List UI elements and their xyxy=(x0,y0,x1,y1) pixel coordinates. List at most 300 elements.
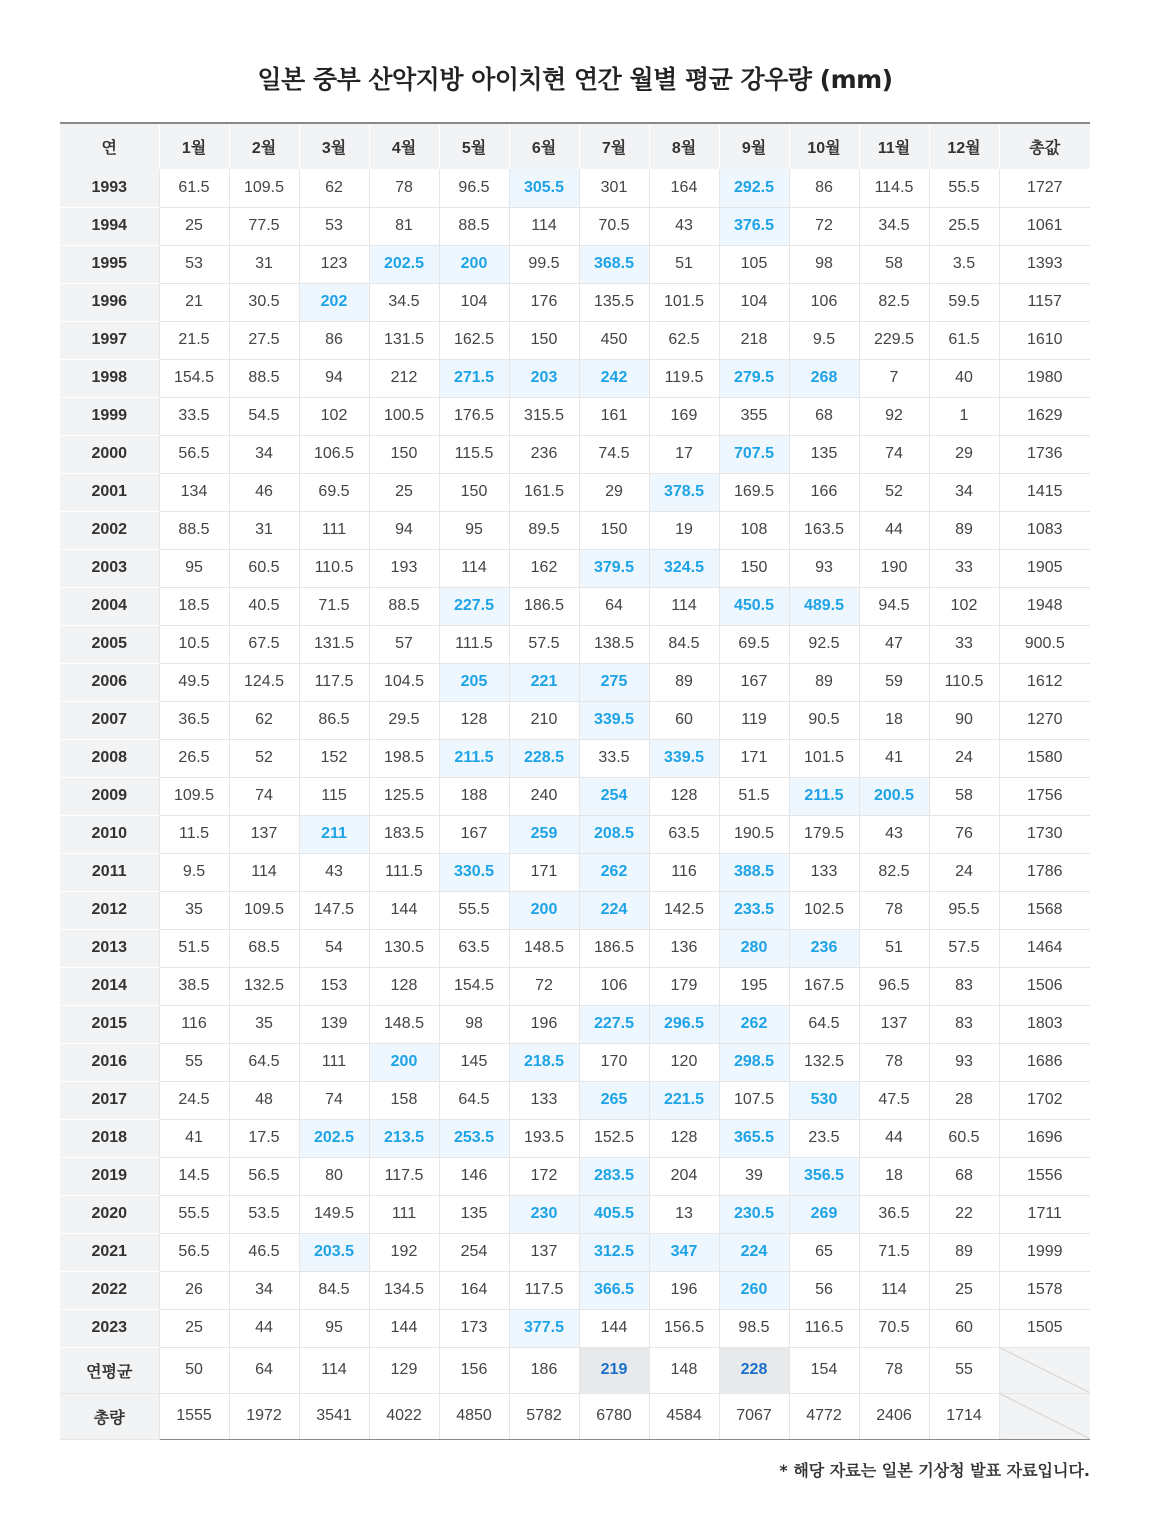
total-cell: 1270 xyxy=(999,701,1090,739)
year-cell: 1994 xyxy=(60,207,159,245)
rainfall-cell: 93 xyxy=(929,1043,999,1081)
rainfall-cell: 77.5 xyxy=(229,207,299,245)
rainfall-cell: 56.5 xyxy=(229,1157,299,1195)
rainfall-cell: 167.5 xyxy=(789,967,859,1005)
rainfall-cell: 132.5 xyxy=(229,967,299,1005)
total-row-value: 4584 xyxy=(649,1393,719,1439)
rainfall-cell: 34.5 xyxy=(859,207,929,245)
highlighted-rainfall-cell: 279.5 xyxy=(719,359,789,397)
rainfall-cell: 166 xyxy=(789,473,859,511)
highlighted-rainfall-cell: 530 xyxy=(789,1081,859,1119)
rainfall-cell: 109.5 xyxy=(159,777,229,815)
header-month: 2월 xyxy=(229,123,299,169)
average-row-value: 114 xyxy=(299,1347,369,1393)
highlighted-rainfall-cell: 339.5 xyxy=(579,701,649,739)
rainfall-cell: 355 xyxy=(719,397,789,435)
table-row xyxy=(60,1195,1090,1233)
rainfall-cell: 31 xyxy=(229,511,299,549)
rainfall-cell: 40 xyxy=(929,359,999,397)
rainfall-cell: 86.5 xyxy=(299,701,369,739)
rainfall-cell: 25.5 xyxy=(929,207,999,245)
rainfall-cell: 186.5 xyxy=(579,929,649,967)
rainfall-cell: 29 xyxy=(579,473,649,511)
rainfall-cell: 68 xyxy=(789,397,859,435)
rainfall-cell: 64.5 xyxy=(439,1081,509,1119)
rainfall-cell: 108 xyxy=(719,511,789,549)
total-row-value: 4022 xyxy=(369,1393,439,1439)
average-row-value: 156 xyxy=(439,1347,509,1393)
total-cell: 1702 xyxy=(999,1081,1090,1119)
average-row-value: 154 xyxy=(789,1347,859,1393)
total-cell: 1948 xyxy=(999,587,1090,625)
rainfall-cell: 150 xyxy=(719,549,789,587)
rainfall-cell: 60 xyxy=(929,1309,999,1347)
rainfall-cell: 51 xyxy=(859,929,929,967)
rainfall-cell: 131.5 xyxy=(369,321,439,359)
rainfall-cell: 167 xyxy=(439,815,509,853)
rainfall-cell: 301 xyxy=(579,169,649,207)
table-row xyxy=(60,625,1090,663)
rainfall-cell: 55 xyxy=(159,1043,229,1081)
rainfall-cell: 33 xyxy=(929,625,999,663)
rainfall-cell: 96.5 xyxy=(439,169,509,207)
highlighted-rainfall-cell: 200 xyxy=(509,891,579,929)
rainfall-cell: 240 xyxy=(509,777,579,815)
total-cell: 1727 xyxy=(999,169,1090,207)
total-cell: 1556 xyxy=(999,1157,1090,1195)
rainfall-cell: 90.5 xyxy=(789,701,859,739)
year-cell: 2019 xyxy=(60,1157,159,1195)
table-row xyxy=(60,891,1090,929)
total-cell: 1610 xyxy=(999,321,1090,359)
highlighted-rainfall-cell: 211.5 xyxy=(439,739,509,777)
rainfall-cell: 114 xyxy=(649,587,719,625)
rainfall-cell: 48 xyxy=(229,1081,299,1119)
highlighted-rainfall-cell: 365.5 xyxy=(719,1119,789,1157)
table-row xyxy=(60,1081,1090,1119)
rainfall-cell: 24.5 xyxy=(159,1081,229,1119)
highlighted-rainfall-cell: 224 xyxy=(579,891,649,929)
rainfall-cell: 161.5 xyxy=(509,473,579,511)
rainfall-cell: 60 xyxy=(649,701,719,739)
highlighted-rainfall-cell: 260 xyxy=(719,1271,789,1309)
table-row xyxy=(60,283,1090,321)
highlighted-rainfall-cell: 227.5 xyxy=(439,587,509,625)
highlighted-rainfall-cell: 259 xyxy=(509,815,579,853)
highlighted-rainfall-cell: 339.5 xyxy=(649,739,719,777)
year-cell: 2000 xyxy=(60,435,159,473)
rainfall-cell: 64 xyxy=(579,587,649,625)
rainfall-cell: 35 xyxy=(229,1005,299,1043)
total-cell: 1711 xyxy=(999,1195,1090,1233)
highlighted-rainfall-cell: 230.5 xyxy=(719,1195,789,1233)
rainfall-cell: 95 xyxy=(439,511,509,549)
rainfall-cell: 62.5 xyxy=(649,321,719,359)
highlighted-rainfall-cell: 205 xyxy=(439,663,509,701)
rainfall-cell: 154.5 xyxy=(159,359,229,397)
rainfall-cell: 109.5 xyxy=(229,169,299,207)
rainfall-cell: 25 xyxy=(159,1309,229,1347)
rainfall-cell: 61.5 xyxy=(929,321,999,359)
year-cell: 2012 xyxy=(60,891,159,929)
total-row-value: 2406 xyxy=(859,1393,929,1439)
rainfall-cell: 110.5 xyxy=(929,663,999,701)
rainfall-cell: 162 xyxy=(509,549,579,587)
rainfall-cell: 173 xyxy=(439,1309,509,1347)
rainfall-cell: 139 xyxy=(299,1005,369,1043)
rainfall-cell: 135 xyxy=(439,1195,509,1233)
rainfall-cell: 29 xyxy=(929,435,999,473)
rainfall-cell: 179 xyxy=(649,967,719,1005)
rainfall-cell: 128 xyxy=(369,967,439,1005)
rainfall-cell: 171 xyxy=(719,739,789,777)
rainfall-cell: 33 xyxy=(929,549,999,587)
rainfall-cell: 25 xyxy=(159,207,229,245)
rainfall-cell: 84.5 xyxy=(299,1271,369,1309)
rainfall-cell: 70.5 xyxy=(579,207,649,245)
highlighted-rainfall-cell: 366.5 xyxy=(579,1271,649,1309)
rainfall-cell: 98.5 xyxy=(719,1309,789,1347)
year-cell: 2009 xyxy=(60,777,159,815)
rainfall-cell: 144 xyxy=(369,1309,439,1347)
rainfall-cell: 150 xyxy=(509,321,579,359)
rainfall-cell: 46.5 xyxy=(229,1233,299,1271)
rainfall-cell: 78 xyxy=(859,891,929,929)
rainfall-cell: 31 xyxy=(229,245,299,283)
rainfall-cell: 229.5 xyxy=(859,321,929,359)
rainfall-cell: 152 xyxy=(299,739,369,777)
rainfall-cell: 92 xyxy=(859,397,929,435)
rainfall-cell: 83 xyxy=(929,1005,999,1043)
total-cell: 1629 xyxy=(999,397,1090,435)
rainfall-cell: 136 xyxy=(649,929,719,967)
rainfall-cell: 43 xyxy=(649,207,719,245)
highlighted-rainfall-cell: 283.5 xyxy=(579,1157,649,1195)
rainfall-cell: 70.5 xyxy=(859,1309,929,1347)
rainfall-cell: 183.5 xyxy=(369,815,439,853)
rainfall-cell: 110.5 xyxy=(299,549,369,587)
rainfall-cell: 51 xyxy=(649,245,719,283)
rainfall-cell: 147.5 xyxy=(299,891,369,929)
empty-diagonal-cell xyxy=(999,1393,1090,1439)
rainfall-cell: 3.5 xyxy=(929,245,999,283)
rainfall-cell: 46 xyxy=(229,473,299,511)
rainfall-cell: 106 xyxy=(579,967,649,1005)
average-row-label: 연평균 xyxy=(60,1347,159,1393)
highlighted-rainfall-cell: 379.5 xyxy=(579,549,649,587)
rainfall-cell: 40.5 xyxy=(229,587,299,625)
total-cell: 1756 xyxy=(999,777,1090,815)
rainfall-cell: 162.5 xyxy=(439,321,509,359)
rainfall-cell: 170 xyxy=(579,1043,649,1081)
table-row xyxy=(60,1271,1090,1309)
rainfall-cell: 74 xyxy=(229,777,299,815)
rainfall-cell: 34.5 xyxy=(369,283,439,321)
rainfall-cell: 125.5 xyxy=(369,777,439,815)
empty-diagonal-cell xyxy=(999,1347,1090,1393)
year-cell: 2021 xyxy=(60,1233,159,1271)
rainfall-table xyxy=(60,122,1090,1440)
rainfall-cell: 36.5 xyxy=(859,1195,929,1233)
highlighted-rainfall-cell: 268 xyxy=(789,359,859,397)
rainfall-cell: 56.5 xyxy=(159,1233,229,1271)
rainfall-cell: 450 xyxy=(579,321,649,359)
rainfall-cell: 11.5 xyxy=(159,815,229,853)
highlighted-rainfall-cell: 200 xyxy=(369,1043,439,1081)
header-month: 10월 xyxy=(789,123,859,169)
rainfall-cell: 150 xyxy=(439,473,509,511)
rainfall-cell: 148.5 xyxy=(509,929,579,967)
footnote: * 해당 자료는 일본 기상청 발표 자료입니다. xyxy=(779,1461,1090,1480)
total-cell: 1905 xyxy=(999,549,1090,587)
rainfall-cell: 114 xyxy=(509,207,579,245)
rainfall-cell: 18 xyxy=(859,1157,929,1195)
rainfall-cell: 63.5 xyxy=(649,815,719,853)
highlighted-rainfall-cell: 200 xyxy=(439,245,509,283)
rainfall-cell: 119 xyxy=(719,701,789,739)
table-row xyxy=(60,1233,1090,1271)
rainfall-cell: 144 xyxy=(369,891,439,929)
rainfall-cell: 9.5 xyxy=(789,321,859,359)
header-month: 1월 xyxy=(159,123,229,169)
rainfall-cell: 195 xyxy=(719,967,789,1005)
highlighted-rainfall-cell: 236 xyxy=(789,929,859,967)
rainfall-cell: 111 xyxy=(299,1043,369,1081)
rainfall-cell: 65 xyxy=(789,1233,859,1271)
total-cell: 1464 xyxy=(999,929,1090,967)
average-row-value: 129 xyxy=(369,1347,439,1393)
rainfall-cell: 38.5 xyxy=(159,967,229,1005)
rainfall-cell: 99.5 xyxy=(509,245,579,283)
year-cell: 1996 xyxy=(60,283,159,321)
table-row xyxy=(60,587,1090,625)
rainfall-cell: 53 xyxy=(159,245,229,283)
rainfall-cell: 24 xyxy=(929,853,999,891)
rainfall-cell: 212 xyxy=(369,359,439,397)
table-row xyxy=(60,1309,1090,1347)
rainfall-cell: 83 xyxy=(929,967,999,1005)
rainfall-cell: 161 xyxy=(579,397,649,435)
rainfall-cell: 72 xyxy=(509,967,579,1005)
total-cell: 1730 xyxy=(999,815,1090,853)
rainfall-cell: 21 xyxy=(159,283,229,321)
rainfall-cell: 41 xyxy=(859,739,929,777)
total-cell: 1568 xyxy=(999,891,1090,929)
rainfall-cell: 132.5 xyxy=(789,1043,859,1081)
rainfall-cell: 98 xyxy=(439,1005,509,1043)
year-cell: 2005 xyxy=(60,625,159,663)
header-month: 8월 xyxy=(649,123,719,169)
rainfall-cell: 57.5 xyxy=(509,625,579,663)
total-cell: 1506 xyxy=(999,967,1090,1005)
highlighted-rainfall-cell: 228.5 xyxy=(509,739,579,777)
table-row xyxy=(60,777,1090,815)
rainfall-cell: 115 xyxy=(299,777,369,815)
highlighted-rainfall-cell: 388.5 xyxy=(719,853,789,891)
rainfall-cell: 94 xyxy=(299,359,369,397)
rainfall-cell: 163.5 xyxy=(789,511,859,549)
rainfall-cell: 39 xyxy=(719,1157,789,1195)
rainfall-cell: 68.5 xyxy=(229,929,299,967)
average-row-value: 64 xyxy=(229,1347,299,1393)
highlighted-rainfall-cell: 292.5 xyxy=(719,169,789,207)
total-row-value: 4850 xyxy=(439,1393,509,1439)
total-cell: 1578 xyxy=(999,1271,1090,1309)
year-cell: 1998 xyxy=(60,359,159,397)
rainfall-cell: 102 xyxy=(299,397,369,435)
rainfall-cell: 134 xyxy=(159,473,229,511)
highlighted-rainfall-cell: 262 xyxy=(719,1005,789,1043)
rainfall-cell: 49.5 xyxy=(159,663,229,701)
header-month: 6월 xyxy=(509,123,579,169)
highlighted-rainfall-cell: 230 xyxy=(509,1195,579,1233)
year-cell: 2004 xyxy=(60,587,159,625)
rainfall-cell: 116.5 xyxy=(789,1309,859,1347)
rainfall-cell: 90 xyxy=(929,701,999,739)
total-cell: 1686 xyxy=(999,1043,1090,1081)
rainfall-cell: 115.5 xyxy=(439,435,509,473)
total-cell: 1999 xyxy=(999,1233,1090,1271)
rainfall-cell: 94.5 xyxy=(859,587,929,625)
average-row xyxy=(60,1347,1090,1393)
rainfall-cell: 86 xyxy=(789,169,859,207)
total-row-value: 3541 xyxy=(299,1393,369,1439)
highlighted-rainfall-cell: 262 xyxy=(579,853,649,891)
highlighted-rainfall-cell: 224 xyxy=(719,1233,789,1271)
rainfall-cell: 96.5 xyxy=(859,967,929,1005)
total-cell: 1061 xyxy=(999,207,1090,245)
year-cell: 2020 xyxy=(60,1195,159,1233)
total-cell: 1157 xyxy=(999,283,1090,321)
total-cell: 1736 xyxy=(999,435,1090,473)
rainfall-cell: 111.5 xyxy=(369,853,439,891)
rainfall-cell: 176 xyxy=(509,283,579,321)
highlighted-rainfall-cell: 298.5 xyxy=(719,1043,789,1081)
header-month: 9월 xyxy=(719,123,789,169)
year-cell: 1995 xyxy=(60,245,159,283)
table-row xyxy=(60,549,1090,587)
rainfall-cell: 192 xyxy=(369,1233,439,1271)
highlighted-rainfall-cell: 324.5 xyxy=(649,549,719,587)
rainfall-cell: 57.5 xyxy=(929,929,999,967)
rainfall-cell: 109.5 xyxy=(229,891,299,929)
table-row xyxy=(60,739,1090,777)
rainfall-cell: 156.5 xyxy=(649,1309,719,1347)
table-row xyxy=(60,473,1090,511)
rainfall-cell: 152.5 xyxy=(579,1119,649,1157)
highlighted-rainfall-cell: 450.5 xyxy=(719,587,789,625)
rainfall-cell: 52 xyxy=(229,739,299,777)
rainfall-cell: 82.5 xyxy=(859,283,929,321)
rainfall-cell: 84.5 xyxy=(649,625,719,663)
rainfall-cell: 74.5 xyxy=(579,435,649,473)
year-cell: 2003 xyxy=(60,549,159,587)
rainfall-cell: 89 xyxy=(789,663,859,701)
rainfall-cell: 67.5 xyxy=(229,625,299,663)
rainfall-cell: 10.5 xyxy=(159,625,229,663)
rainfall-cell: 190 xyxy=(859,549,929,587)
rainfall-cell: 89.5 xyxy=(509,511,579,549)
table-row xyxy=(60,663,1090,701)
rainfall-cell: 176.5 xyxy=(439,397,509,435)
rainfall-cell: 13 xyxy=(649,1195,719,1233)
highlighted-rainfall-cell: 202.5 xyxy=(299,1119,369,1157)
rainfall-cell: 98 xyxy=(789,245,859,283)
highlighted-rainfall-cell: 213.5 xyxy=(369,1119,439,1157)
rainfall-cell: 51.5 xyxy=(159,929,229,967)
year-cell: 2002 xyxy=(60,511,159,549)
highlighted-rainfall-cell: 330.5 xyxy=(439,853,509,891)
rainfall-cell: 95.5 xyxy=(929,891,999,929)
highlighted-rainfall-cell: 265 xyxy=(579,1081,649,1119)
rainfall-cell: 210 xyxy=(509,701,579,739)
rainfall-cell: 41 xyxy=(159,1119,229,1157)
rainfall-cell: 254 xyxy=(439,1233,509,1271)
total-row xyxy=(60,1393,1090,1439)
year-cell: 2011 xyxy=(60,853,159,891)
rainfall-cell: 149.5 xyxy=(299,1195,369,1233)
rainfall-cell: 144 xyxy=(579,1309,649,1347)
rainfall-cell: 101.5 xyxy=(789,739,859,777)
rainfall-cell: 57 xyxy=(369,625,439,663)
rainfall-cell: 106 xyxy=(789,283,859,321)
rainfall-cell: 53 xyxy=(299,207,369,245)
rainfall-cell: 89 xyxy=(649,663,719,701)
rainfall-cell: 153 xyxy=(299,967,369,1005)
total-cell: 1696 xyxy=(999,1119,1090,1157)
highlighted-rainfall-cell: 208.5 xyxy=(579,815,649,853)
year-cell: 1997 xyxy=(60,321,159,359)
rainfall-cell: 111.5 xyxy=(439,625,509,663)
rainfall-cell: 117.5 xyxy=(369,1157,439,1195)
rainfall-cell: 315.5 xyxy=(509,397,579,435)
total-cell: 1580 xyxy=(999,739,1090,777)
rainfall-cell: 58 xyxy=(929,777,999,815)
rainfall-cell: 135 xyxy=(789,435,859,473)
rainfall-cell: 47 xyxy=(859,625,929,663)
rainfall-cell: 88.5 xyxy=(159,511,229,549)
header-month: 11월 xyxy=(859,123,929,169)
rainfall-cell: 54.5 xyxy=(229,397,299,435)
total-row-value: 7067 xyxy=(719,1393,789,1439)
table-row xyxy=(60,169,1090,207)
rainfall-cell: 33.5 xyxy=(159,397,229,435)
header-month: 4월 xyxy=(369,123,439,169)
rainfall-cell: 24 xyxy=(929,739,999,777)
rainfall-cell: 18.5 xyxy=(159,587,229,625)
total-cell: 1393 xyxy=(999,245,1090,283)
highlighted-rainfall-cell: 242 xyxy=(579,359,649,397)
rainfall-cell: 81 xyxy=(369,207,439,245)
rainfall-cell: 29.5 xyxy=(369,701,439,739)
rainfall-cell: 14.5 xyxy=(159,1157,229,1195)
table-row xyxy=(60,207,1090,245)
rainfall-cell: 30.5 xyxy=(229,283,299,321)
year-cell: 2007 xyxy=(60,701,159,739)
highlighted-rainfall-cell: 312.5 xyxy=(579,1233,649,1271)
rainfall-cell: 1 xyxy=(929,397,999,435)
rainfall-cell: 18 xyxy=(859,701,929,739)
average-row-value: 50 xyxy=(159,1347,229,1393)
rainfall-cell: 95 xyxy=(299,1309,369,1347)
table-row xyxy=(60,1119,1090,1157)
rainfall-cell: 172 xyxy=(509,1157,579,1195)
rainfall-cell: 100.5 xyxy=(369,397,439,435)
highlighted-rainfall-cell: 376.5 xyxy=(719,207,789,245)
average-row-value: 78 xyxy=(859,1347,929,1393)
highlighted-rainfall-cell: 269 xyxy=(789,1195,859,1233)
highlighted-rainfall-cell: 275 xyxy=(579,663,649,701)
